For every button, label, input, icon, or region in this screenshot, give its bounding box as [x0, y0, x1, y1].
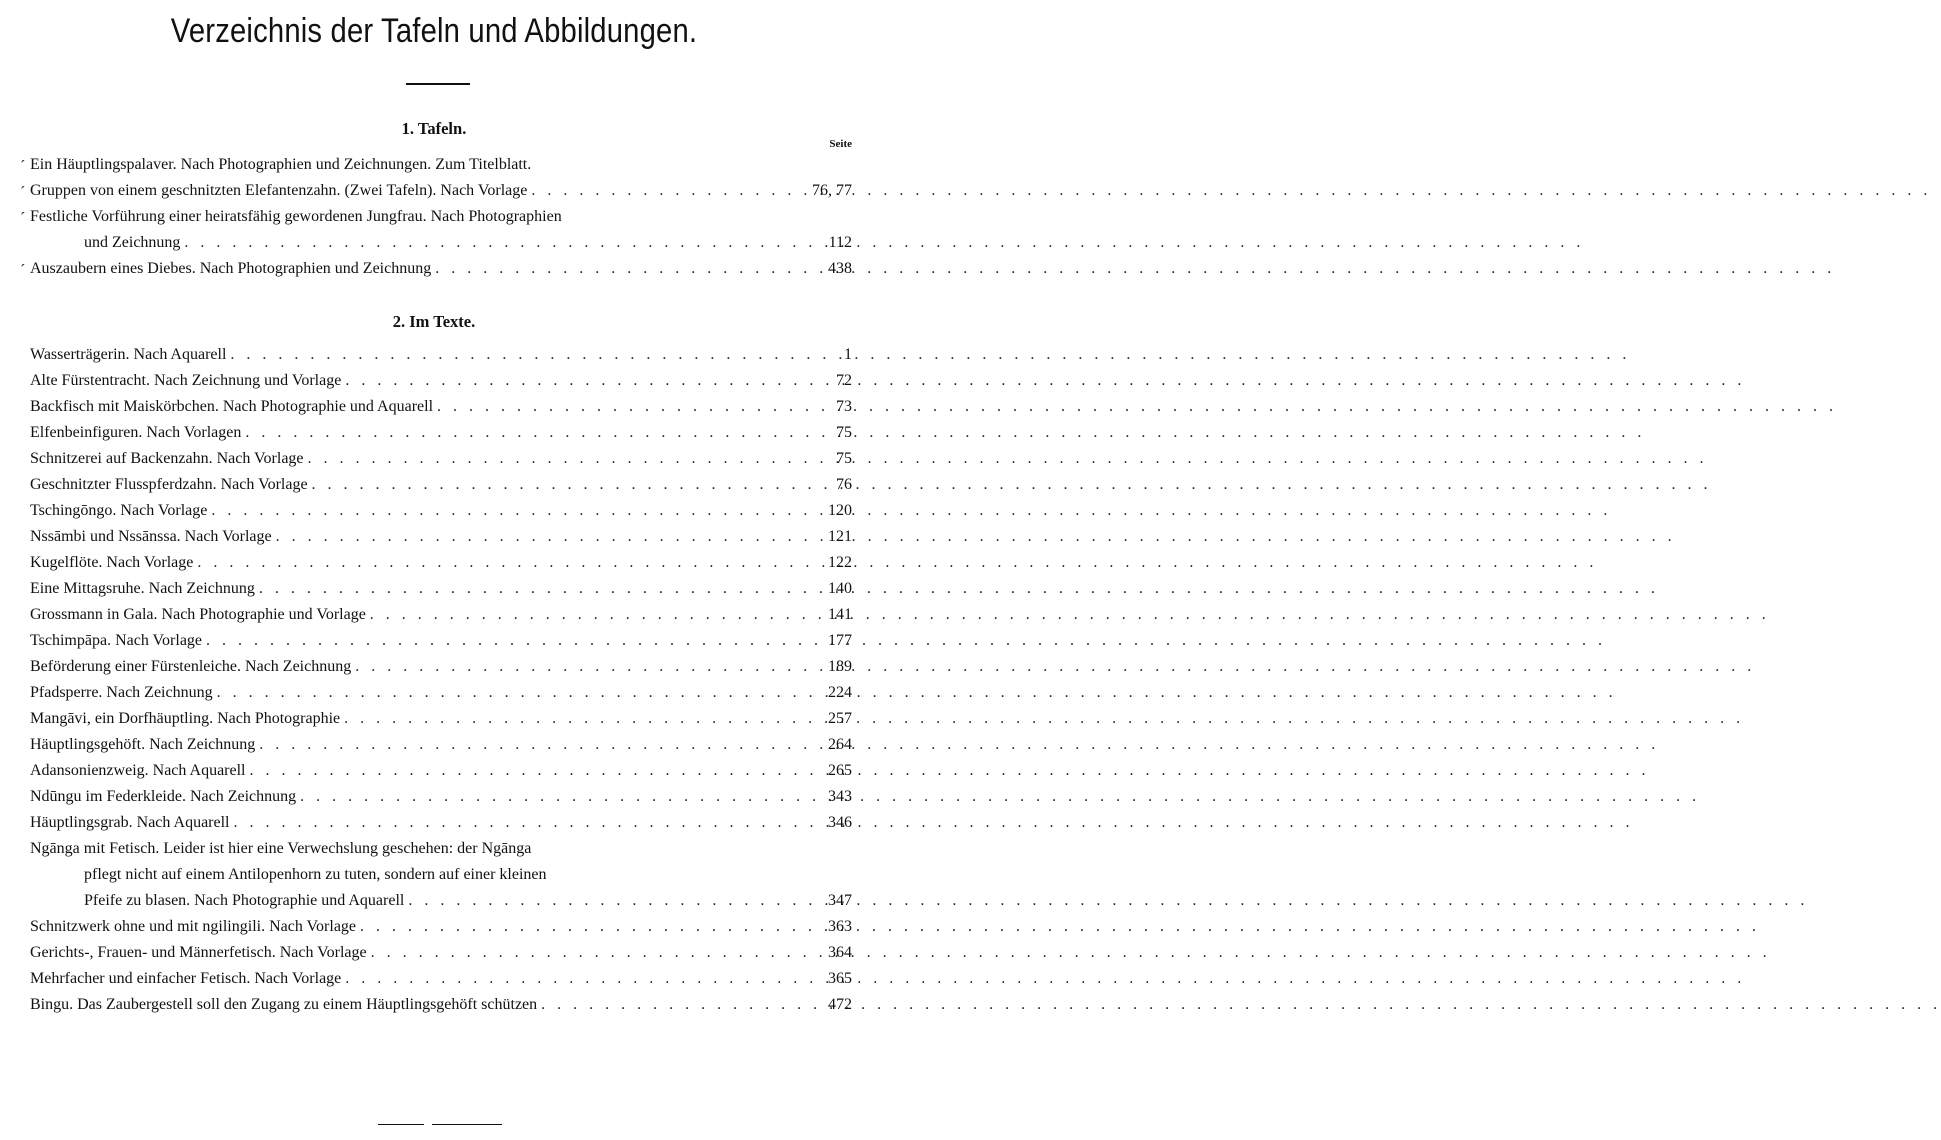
entry-line: [30, 914, 852, 940]
list-entry: [30, 368, 852, 394]
entry-line: [30, 498, 852, 524]
entry-text: pflegt nicht auf einem Antilopenhorn zu tuten, sondern auf einer kleinen: [84, 866, 547, 883]
page-title: Verzeichnis der Tafeln und Abbildungen.: [170, 12, 698, 50]
dot-leader: [312, 472, 826, 498]
entry-text: Ndūngu im Federkleide. Nach Zeichnung: [30, 788, 297, 805]
page-number: 265: [828, 762, 852, 779]
entry-line: [30, 602, 852, 628]
list-entry: [30, 836, 852, 914]
list-entry: [30, 784, 852, 810]
entry-line: [30, 810, 852, 836]
entry-line: [30, 368, 852, 394]
entry-text: Schnitzwerk ohne und mit ngilingili. Nach Vorlage: [30, 918, 357, 935]
dot-leader: [360, 914, 824, 940]
dot-leader: [217, 680, 824, 706]
dot-leader: [355, 654, 824, 680]
entry-line: [30, 178, 852, 204]
dot-leader: [184, 230, 824, 256]
list-entry: [30, 420, 852, 446]
dot-leader: [371, 940, 824, 966]
document-page: [0, 0, 868, 1140]
entry-text: Tschimpāpa. Nach Vorlage: [30, 632, 203, 649]
dot-leader: [197, 550, 824, 576]
check-mark-icon: ˊ: [20, 210, 26, 227]
list-entry: [30, 602, 852, 628]
entry-text: Pfadsperre. Nach Zeichnung: [30, 684, 213, 701]
list-entry: [30, 628, 852, 654]
list-entry: [30, 446, 852, 472]
list-entry: [30, 732, 852, 758]
entry-text: Backfisch mit Maiskörbchen. Nach Photographie und Aquarell: [30, 398, 434, 415]
dot-leader: [206, 628, 824, 654]
list-entry: [30, 914, 852, 940]
entry-text: Häuptlingsgehöft. Nach Zeichnung: [30, 736, 256, 753]
entry-line: [30, 992, 852, 1018]
entry-line: [30, 420, 852, 446]
dot-leader: [370, 602, 824, 628]
entry-text: Nssāmbi und Nssānssa. Nach Vorlage: [30, 528, 272, 545]
entry-text: Mangāvi, ein Dorfhäuptling. Nach Photographie: [30, 710, 341, 727]
entry-text: Tschingōngo. Nach Vorlage: [30, 502, 208, 519]
page-number: 472: [828, 996, 852, 1013]
entry-line: [30, 342, 852, 368]
dot-leader: [259, 576, 824, 602]
dot-leader: [300, 784, 824, 810]
list-entry: [30, 810, 852, 836]
bottom-divider: [378, 1124, 502, 1127]
dot-leader: [437, 394, 826, 420]
list-entry: [30, 576, 852, 602]
section-heading-tafeln: 1. Tafeln.: [401, 119, 467, 138]
page-number: 76: [836, 476, 852, 493]
page-number: 73: [836, 398, 852, 415]
dot-leader: [211, 498, 824, 524]
dot-leader: [259, 732, 824, 758]
entry-text: Elfenbeinfiguren. Nach Vorlagen: [30, 424, 242, 441]
page-number: 365: [828, 970, 852, 987]
entry-line: [30, 446, 852, 472]
dot-leader: [276, 524, 824, 550]
page-number: 141: [828, 606, 852, 623]
entry-text: Beförderung einer Fürstenleiche. Nach Zeichnung: [30, 658, 352, 675]
page-number: 346: [828, 814, 852, 831]
entry-text: Alte Fürstentracht. Nach Zeichnung und Vorlage: [30, 372, 342, 389]
dot-leader: [344, 706, 824, 732]
entry-line: [30, 758, 852, 784]
entry-line: [30, 230, 852, 256]
list-entry: [30, 472, 852, 498]
title-divider: [406, 83, 470, 85]
section-heading-im-texte: 2. Im Texte.: [392, 312, 476, 331]
dot-leader: [308, 446, 826, 472]
page-number: 121: [828, 528, 852, 545]
entry-line: [30, 472, 852, 498]
entry-line: [30, 706, 852, 732]
entry-line: [30, 680, 852, 706]
entry-line: [30, 152, 852, 178]
entry-text: Wasserträgerin. Nach Aquarell: [30, 346, 227, 363]
page-number: 177: [828, 632, 852, 649]
list-entry: [30, 758, 852, 784]
entry-line: [30, 654, 852, 680]
entry-text: Auszaubern eines Diebes. Nach Photographien und Zeichnung: [30, 260, 432, 277]
list-entry: [30, 342, 852, 368]
check-mark-icon: ˊ: [20, 158, 26, 175]
entry-line: [30, 628, 852, 654]
page-number: 76, 77: [812, 182, 852, 199]
entry-line: [30, 940, 852, 966]
dot-leader: [345, 368, 826, 394]
page-number: 72: [836, 372, 852, 389]
tafeln-list: [20, 152, 852, 282]
entry-line: [30, 888, 852, 914]
page-number: 364: [828, 944, 852, 961]
list-entry: [30, 706, 852, 732]
page-number: 140: [828, 580, 852, 597]
dot-leader: [345, 966, 824, 992]
entry-line: [30, 966, 852, 992]
entry-text: Häuptlingsgrab. Nach Aquarell: [30, 814, 230, 831]
dot-leader: [541, 992, 824, 1018]
check-mark-icon: ˊ: [20, 262, 26, 279]
entry-line: [30, 732, 852, 758]
page-number: 75: [836, 424, 852, 441]
list-entry: [30, 498, 852, 524]
list-entry: [20, 152, 852, 178]
entry-text: Eine Mittagsruhe. Nach Zeichnung: [30, 580, 255, 597]
list-entry: [30, 524, 852, 550]
page-number: 120: [828, 502, 852, 519]
dot-leader: [408, 888, 824, 914]
entry-text: Grossmann in Gala. Nach Photographie und Vorlage: [30, 606, 366, 623]
entry-text: Gruppen von einem geschnitzten Elefantenzahn. (Zwei Tafeln). Nach Vorlage: [30, 182, 528, 199]
entry-line: [30, 784, 852, 810]
page-number: 189: [828, 658, 852, 675]
list-entry: [30, 394, 852, 420]
entry-line: [30, 576, 852, 602]
list-entry: [30, 550, 852, 576]
entry-text: und Zeichnung: [84, 234, 181, 251]
page-number: 112: [828, 234, 852, 251]
page-number: 438: [828, 260, 852, 277]
list-entry: [20, 178, 852, 204]
list-entry: [30, 680, 852, 706]
dot-leader: [435, 256, 824, 282]
entry-text: Mehrfacher und einfacher Fetisch. Nach Vorlage: [30, 970, 342, 987]
page-number: 343: [828, 788, 852, 805]
entry-line: [30, 394, 852, 420]
entry-text: Gerichts-, Frauen- und Männerfetisch. Nach Vorlage: [30, 944, 367, 961]
entry-text: Kugelflöte. Nach Vorlage: [30, 554, 194, 571]
page-column-label: Seite: [829, 138, 852, 150]
page-number: 224: [828, 684, 852, 701]
list-entry: [30, 966, 852, 992]
entry-text: Schnitzerei auf Backenzahn. Nach Vorlage: [30, 450, 304, 467]
dot-leader: [531, 178, 808, 204]
entry-line: [30, 862, 852, 888]
list-entry: [20, 256, 852, 282]
entry-text: Geschnitzter Flusspferdzahn. Nach Vorlage: [30, 476, 308, 493]
entry-text: Ein Häuptlingspalaver. Nach Photographien und Zeichnungen. Zum Titelblatt.: [30, 156, 532, 173]
list-entry: [30, 992, 852, 1018]
dot-leader: [249, 758, 824, 784]
entry-text: Bingu. Das Zaubergestell soll den Zugang zu einem Häuptlingsgehöft schützen: [30, 996, 538, 1013]
page-number: 122: [828, 554, 852, 571]
list-entry: [30, 654, 852, 680]
check-mark-icon: ˊ: [20, 184, 26, 201]
entry-text: Pfeife zu blasen. Nach Photographie und Aquarell: [84, 892, 405, 909]
page-number: 1: [844, 346, 852, 363]
im-texte-list: [30, 342, 852, 1018]
entry-line: [30, 550, 852, 576]
page-number: 363: [828, 918, 852, 935]
entry-line: [30, 836, 852, 862]
page-number: 75: [836, 450, 852, 467]
dot-leader: [234, 810, 825, 836]
list-entry: [20, 204, 852, 256]
entry-text: Festliche Vorführung einer heiratsfähig gewordenen Jungfrau. Nach Photographien: [30, 208, 562, 225]
page-number: 257: [828, 710, 852, 727]
entry-text: Adansonienzweig. Nach Aquarell: [30, 762, 246, 779]
entry-line: [30, 204, 852, 230]
page-number: 347: [828, 892, 852, 909]
dot-leader: [245, 420, 826, 446]
page-number: 264: [828, 736, 852, 753]
entry-text: Ngānga mit Fetisch. Leider ist hier eine Verwechslung geschehen: der Ngānga: [30, 840, 532, 857]
dot-leader: [230, 342, 826, 368]
entry-line: [30, 256, 852, 282]
list-entry: [30, 940, 852, 966]
entry-line: [30, 524, 852, 550]
